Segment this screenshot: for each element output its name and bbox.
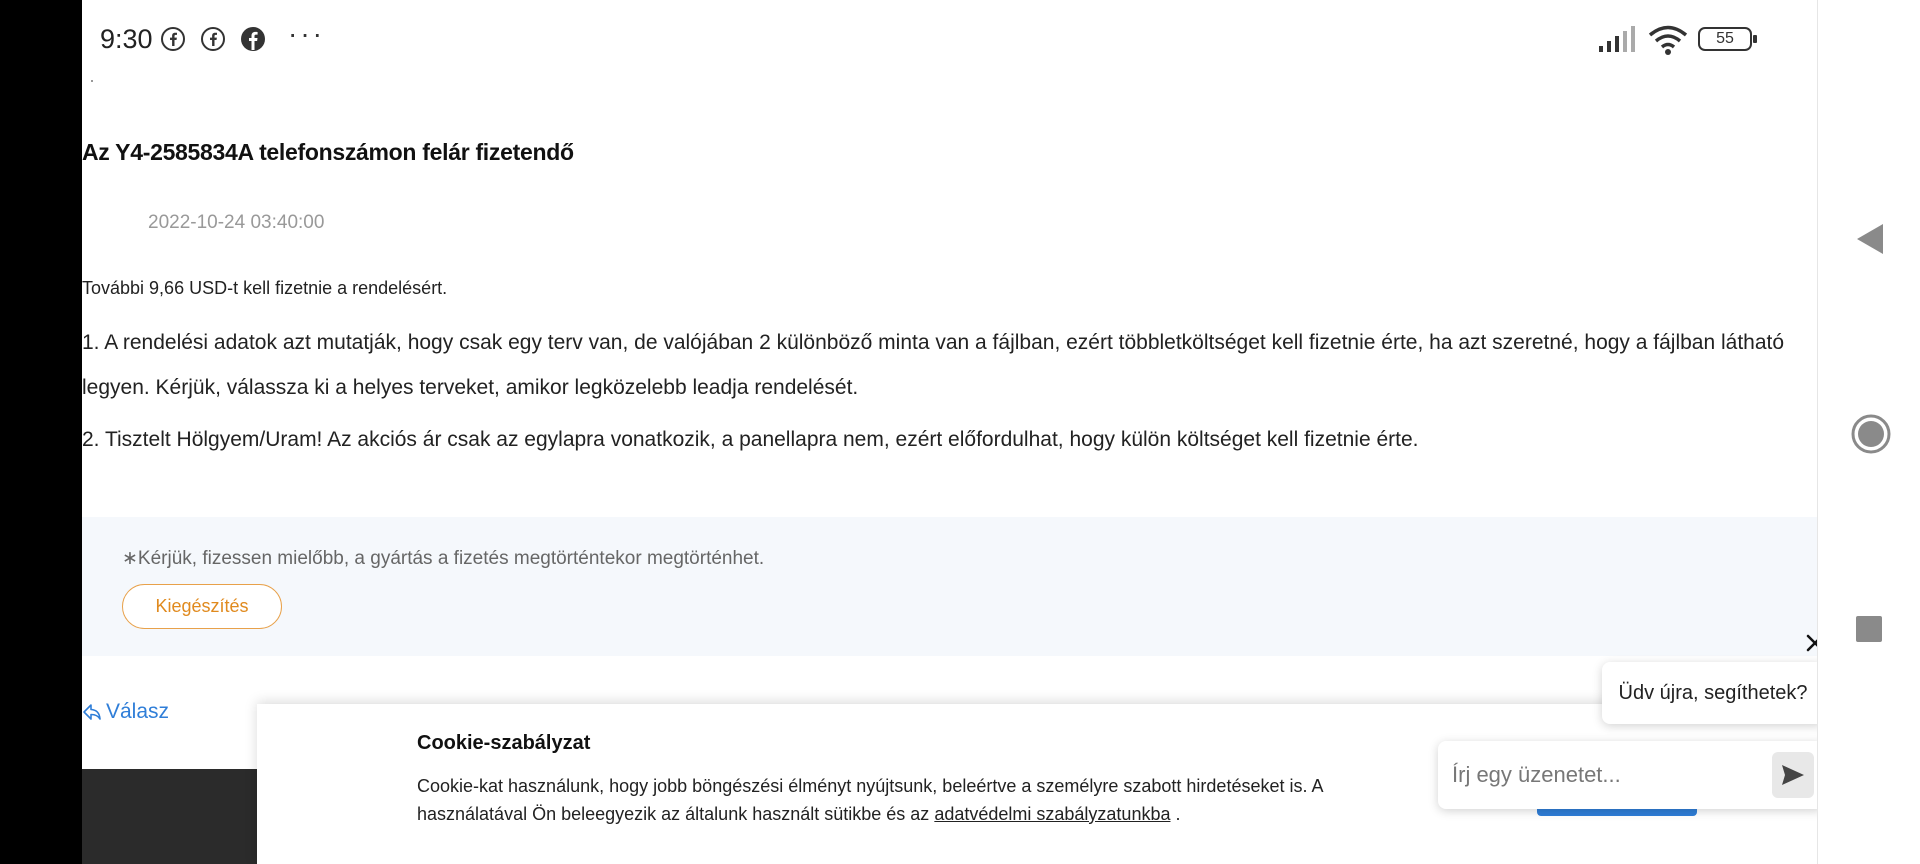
recent-apps-icon[interactable] bbox=[1856, 616, 1882, 642]
send-button[interactable] bbox=[1772, 752, 1814, 798]
wifi-icon bbox=[1648, 24, 1688, 56]
facebook-icon bbox=[200, 26, 226, 52]
facebook-icon bbox=[240, 26, 266, 52]
divider-dot bbox=[91, 80, 93, 82]
cookie-text-line2: használatával Ön beleegyezik az általunk használt sütikbe és az bbox=[417, 804, 930, 824]
privacy-policy-link[interactable]: adatvédelmi szabályzatunkba bbox=[934, 804, 1171, 824]
back-triangle-icon[interactable] bbox=[1855, 222, 1885, 256]
more-dots-icon: ··· bbox=[288, 18, 325, 49]
left-black-bar bbox=[0, 0, 82, 864]
status-bar bbox=[82, 0, 1817, 80]
point-1-text: 1. A rendelési adatok azt mutatják, hogy csak egy terv van, de valójában 2 különböző minta van a fájlban, ezért többletköltséget kell fizetnie érte, ha azt szeretné, hogy a fájlban látható legyen. Kérjük, válassza ki a helyes terveket, amikor legközelebb leadja rendelését. bbox=[82, 331, 1785, 399]
status-time: 9:30 bbox=[100, 24, 153, 54]
cookie-text bbox=[417, 772, 1357, 828]
home-circle-icon[interactable] bbox=[1851, 414, 1891, 454]
signal-icon bbox=[1598, 24, 1638, 54]
android-nav-bar bbox=[1817, 0, 1920, 864]
footer-dark-strip bbox=[82, 769, 257, 864]
cookie-text-end: . bbox=[1175, 804, 1181, 824]
payment-note: ∗Kérjük, fizessen mielőbb, a gyártás a fizetés megtörténtekor megtörténhet. bbox=[122, 548, 765, 569]
cookie-title: Cookie-szabályzat bbox=[417, 732, 591, 754]
intro-text: További 9,66 USD-t kell fizetnie a rendelésért. bbox=[82, 278, 448, 298]
web-page bbox=[82, 0, 1817, 864]
point-2-text: 2. Tisztelt Hölgyem/Uram! Az akciós ár csak az egylapra vonatkozik, a panellapra nem, ezért előfordulhat, hogy külön költséget kell fizetnie érte. bbox=[82, 428, 1419, 451]
chat-greeting-bubble[interactable]: Üdv újra, segíthetek? bbox=[1602, 662, 1817, 724]
reply-label: Válasz bbox=[106, 700, 170, 723]
battery-indicator bbox=[1698, 27, 1752, 51]
reply-icon bbox=[82, 702, 102, 722]
payment-box bbox=[82, 517, 1817, 656]
post-date: 2022-10-24 03:40:00 bbox=[148, 212, 325, 233]
chat-input-box bbox=[1438, 741, 1817, 809]
battery-level: 55 bbox=[1716, 30, 1734, 47]
facebook-icon bbox=[160, 26, 186, 52]
close-icon[interactable] bbox=[1801, 629, 1817, 657]
reply-link[interactable] bbox=[82, 700, 169, 724]
supplement-button[interactable]: Kiegészítés bbox=[122, 584, 282, 629]
send-icon bbox=[1780, 763, 1806, 787]
chat-message-input[interactable] bbox=[1452, 755, 1752, 795]
page-title: Az Y4-2585834A telefonszámon felár fizetendő bbox=[82, 139, 574, 165]
cookie-text-line1: Cookie-kat használunk, hogy jobb böngészési élményt nyújtsunk, beleértve a személyre szabott hirdetéseket is. A bbox=[417, 776, 1324, 796]
